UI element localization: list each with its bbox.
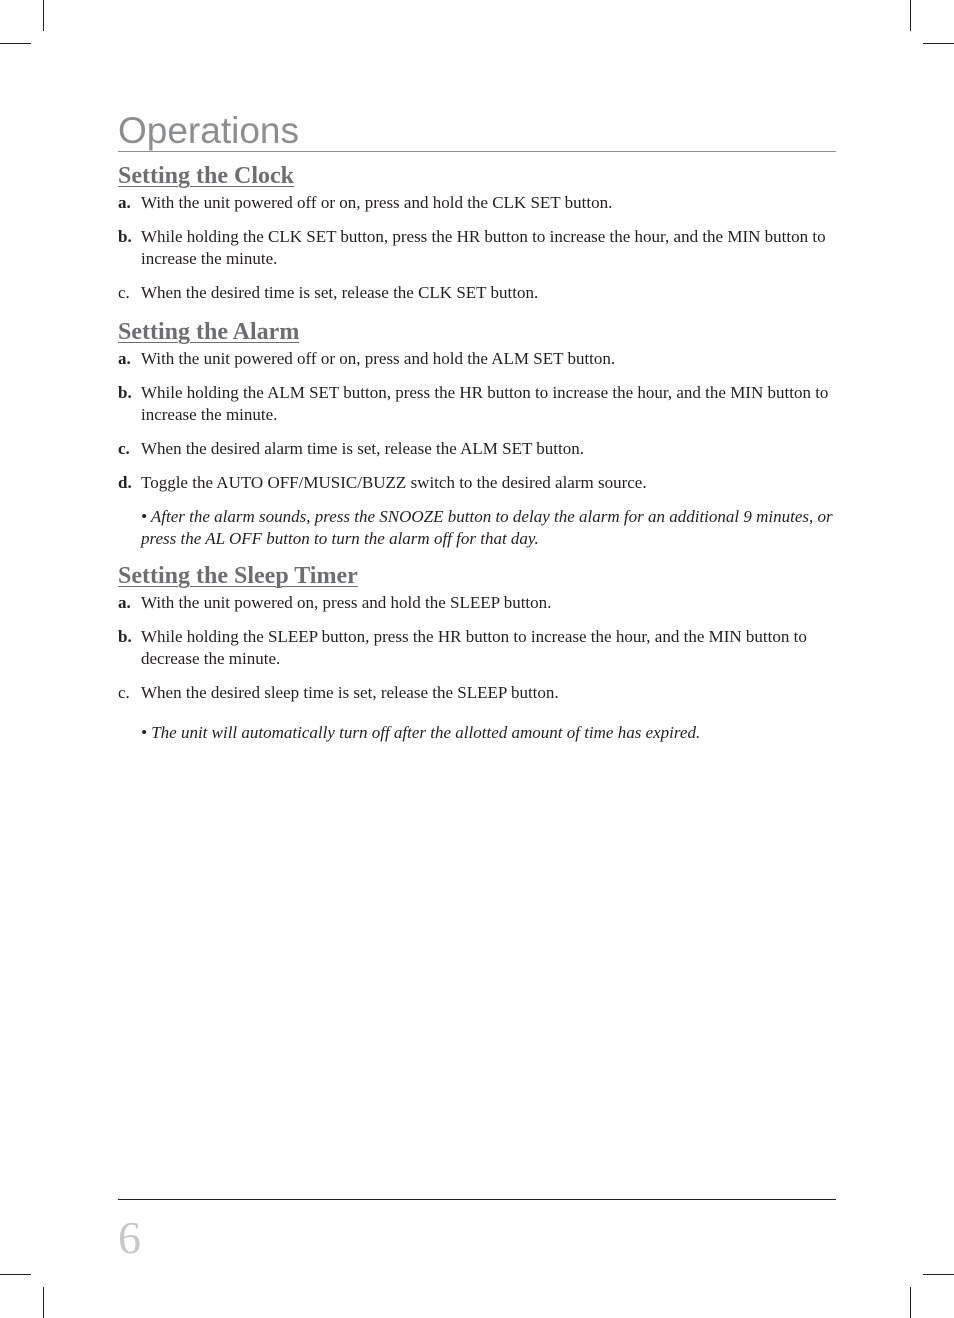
crop-mark — [910, 1287, 911, 1318]
crop-mark — [0, 43, 31, 44]
section-heading: Setting the Sleep Timer — [118, 563, 358, 589]
page-number: 6 — [118, 1212, 141, 1263]
crop-mark — [0, 1274, 31, 1275]
note-text: • After the alarm sounds, press the SNOOZE button to delay the alarm for an additional 9 minutes, or press the AL OFF button to turn the alarm off for that day. — [141, 507, 833, 548]
list-item — [118, 592, 836, 614]
step-marker: d. — [118, 473, 132, 492]
list-item — [118, 226, 836, 270]
step-marker: c. — [118, 283, 130, 302]
step-text: When the desired time is set, release the CLK SET button. — [141, 283, 539, 302]
list-item — [118, 626, 836, 670]
title-divider — [118, 151, 836, 152]
crop-mark — [43, 1287, 44, 1318]
section-setting-sleep-timer — [118, 560, 836, 744]
list-item — [118, 282, 836, 304]
crop-mark — [923, 1274, 954, 1275]
step-marker: b. — [118, 627, 132, 646]
step-marker: a. — [118, 349, 131, 368]
step-text: With the unit powered off or on, press and hold the CLK SET button. — [141, 193, 613, 212]
crop-mark — [910, 0, 911, 31]
step-marker: c. — [118, 439, 130, 458]
step-text: While holding the ALM SET button, press the HR button to increase the hour, and the MIN button to increase the minute. — [141, 383, 829, 424]
list-item — [118, 192, 836, 214]
footer-divider — [118, 1199, 836, 1200]
step-text: While holding the SLEEP button, press the HR button to increase the hour, and the MIN button to decrease the minute. — [141, 627, 807, 668]
step-marker: b. — [118, 383, 132, 402]
list-item — [118, 472, 836, 494]
step-text: With the unit powered on, press and hold the SLEEP button. — [141, 593, 552, 612]
step-marker: a. — [118, 193, 131, 212]
step-text: Toggle the AUTO OFF/MUSIC/BUZZ switch to the desired alarm source. — [141, 473, 647, 492]
crop-mark — [923, 43, 954, 44]
list-item — [118, 382, 836, 426]
list-item — [118, 348, 836, 370]
step-text: When the desired sleep time is set, release the SLEEP button. — [141, 683, 559, 702]
step-text: While holding the CLK SET button, press the HR button to increase the hour, and the MIN button to increase the minute. — [141, 227, 826, 268]
list-item — [118, 438, 836, 460]
crop-mark — [43, 0, 44, 31]
section-setting-clock — [118, 160, 836, 304]
list-item — [118, 682, 836, 704]
section-heading: Setting the Alarm — [118, 319, 300, 345]
section-heading: Setting the Clock — [118, 163, 294, 189]
step-marker: b. — [118, 227, 132, 246]
section-setting-alarm — [118, 316, 836, 550]
note-text: • The unit will automatically turn off after the allotted amount of time has expired. — [141, 723, 701, 742]
page-title: Operations — [118, 110, 299, 151]
step-text: When the desired alarm time is set, release the ALM SET button. — [141, 439, 584, 458]
step-marker: c. — [118, 683, 130, 702]
page-content — [118, 160, 836, 754]
step-text: With the unit powered off or on, press and hold the ALM SET button. — [141, 349, 616, 368]
step-marker: a. — [118, 593, 131, 612]
